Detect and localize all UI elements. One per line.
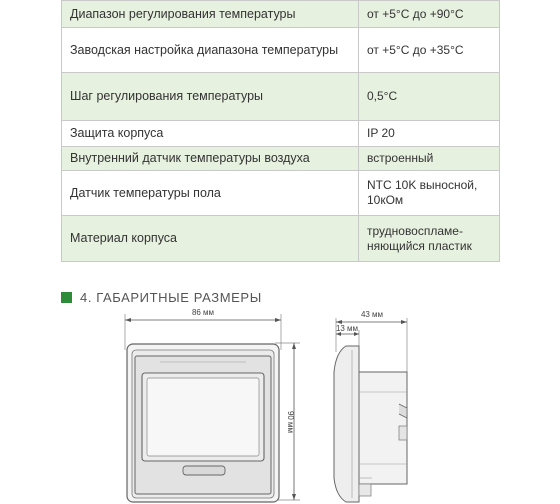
spec-value: IP 20 bbox=[359, 121, 500, 147]
spec-value: 0,5°С bbox=[359, 73, 500, 121]
spec-label: Диапазон регулирования температуры bbox=[62, 1, 359, 28]
spec-row-factory-setting bbox=[62, 28, 500, 73]
width-label: 86 мм bbox=[191, 308, 215, 317]
spec-value: трудновоспламе-няющийся пластик bbox=[359, 216, 500, 262]
spec-value: от +5°С до +35°С bbox=[359, 28, 500, 73]
front-view bbox=[125, 314, 300, 502]
side-view bbox=[334, 318, 407, 502]
spec-row-material bbox=[62, 216, 500, 262]
spec-label: Защита корпуса bbox=[62, 121, 359, 147]
front-depth-label: 13 мм bbox=[335, 324, 359, 333]
depth-label: 43 мм bbox=[360, 310, 384, 319]
section-title: 4. ГАБАРИТНЫЕ РАЗМЕРЫ bbox=[80, 289, 262, 305]
spec-row-floor-sensor bbox=[62, 171, 500, 216]
spec-label: Заводская настройка диапазона температуры bbox=[62, 28, 359, 73]
spec-value: NTC 10K выносной, 10кОм bbox=[359, 171, 500, 216]
dimensions-drawing bbox=[0, 300, 560, 504]
spec-row-range bbox=[62, 1, 500, 28]
spec-value: от +5°С до +90°С bbox=[359, 1, 500, 28]
height-label: 90 мм bbox=[286, 410, 295, 434]
spec-row-air-sensor bbox=[62, 147, 500, 171]
spec-label: Датчик температуры пола bbox=[62, 171, 359, 216]
spec-label: Шаг регулирования температуры bbox=[62, 73, 359, 121]
spec-label: Внутренний датчик температуры воздуха bbox=[62, 147, 359, 171]
spec-row-protection bbox=[62, 121, 500, 147]
spec-table bbox=[61, 0, 500, 262]
spec-row-step bbox=[62, 73, 500, 121]
spec-label: Материал корпуса bbox=[62, 216, 359, 262]
spec-value: встроенный bbox=[359, 147, 500, 171]
